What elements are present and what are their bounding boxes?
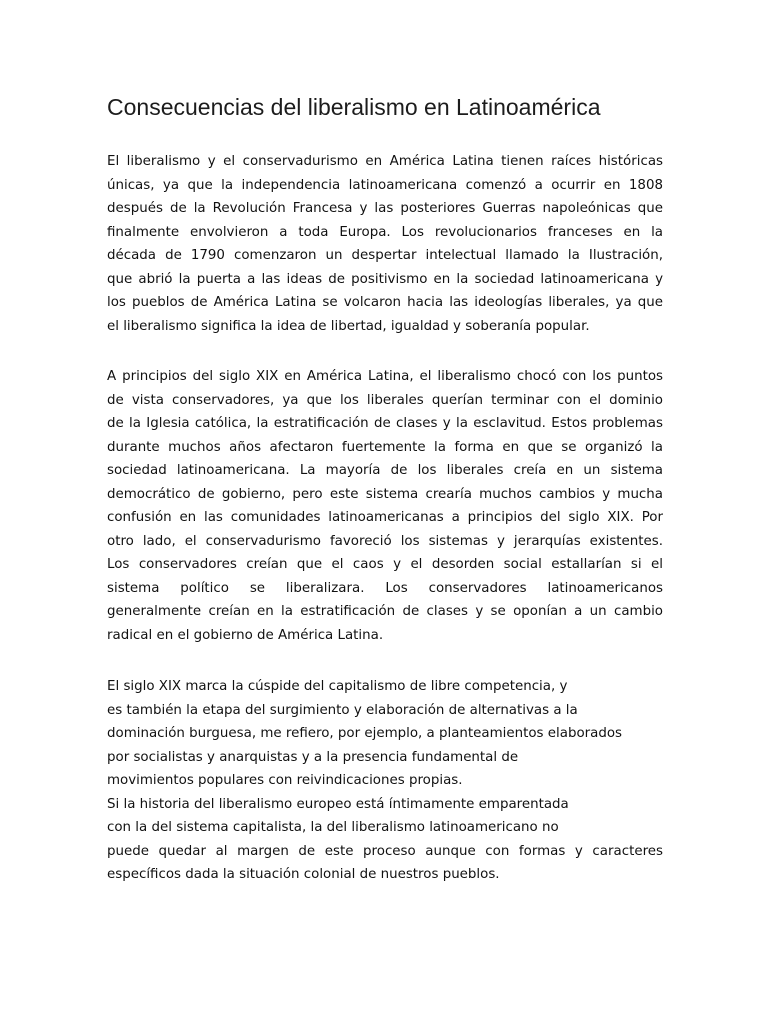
text-line: de la Iglesia católica, la estratificación de clases y la esclavitud. Estos problemas [107,416,663,431]
text-line: que abrió la puerta a las ideas de positivismo en la sociedad latinoamericana y [107,271,663,287]
paragraph-2 [107,365,663,647]
text-line: puede quedar al margen de este proceso aunque con formas y caracteres [107,843,663,859]
text-line: únicas, ya que la independencia latinoamericana comenzó a ocurrir en 1808 [107,177,663,193]
text-line: después de la Revolución Francesa y las posteriores Guerras napoleónicas que [107,201,663,216]
text-line: El liberalismo y el conservadurismo en América Latina tienen raíces históricas [107,154,663,169]
text-line: movimientos populares con reivindicaciones propias. [107,773,463,788]
paragraph-1 [107,150,663,338]
text-line: el liberalismo significa la idea de libertad, igualdad y soberanía popular. [107,318,590,334]
text-line: radical en el gobierno de América Latina. [107,627,384,643]
text-line: por socialistas y anarquistas y a la presencia fundamental de [107,749,519,765]
text-line: sociedad latinoamericana. La mayoría de los liberales creía en un sistema [107,463,663,478]
text-line: dominación burguesa, me refiero, por ejemplo, a planteamientos elaborados [107,726,623,741]
text-line: finalmente envolvieron a toda Europa. Los revolucionarios franceses en la [107,224,663,240]
text-line: Los conservadores creían que el caos y el desorden social estallarían si el [107,557,663,572]
text-line: con la del sistema capitalista, la del liberalismo latinoamericano no [107,820,559,835]
text-line: de vista conservadores, ya que los liberales querían terminar con el dominio [107,392,663,408]
text-line: democrático de gobierno, pero este sistema crearía muchos cambios y mucha [107,486,663,502]
text-line: Si la historia del liberalismo europeo está íntimamente emparentada [107,796,569,812]
text-line: los pueblos de América Latina se volcaron hacia las ideologías liberales, ya que [107,295,663,310]
paragraph-3 [107,675,663,887]
text-line: A principios del siglo XIX en América Latina, el liberalismo chocó con los puntos [107,369,663,384]
text-line: El siglo XIX marca la cúspide del capitalismo de libre competencia, y [107,679,568,694]
text-line: es también la etapa del surgimiento y elaboración de alternativas a la [107,702,578,718]
text-line: específicos dada la situación colonial de nuestros pueblos. [107,867,500,882]
text-line: sistema político se liberalizara. Los conservadores latinoamericanos [107,580,663,596]
document-title: Consecuencias del liberalismo en Latinoamérica [107,94,601,120]
text-line: otro lado, el conservadurismo favoreció los sistemas y jerarquías existentes. [107,533,663,549]
text-line: década de 1790 comenzaron un despertar intelectual llamado la Ilustración, [107,248,663,263]
text-line: confusión en las comunidades latinoamericanas a principios del siglo XIX. Por [107,510,663,525]
text-line: generalmente creían en la estratificación de clases y se oponían a un cambio [107,604,663,619]
text-line: durante muchos años afectaron fuertemente la forma en que se organizó la [107,439,663,455]
